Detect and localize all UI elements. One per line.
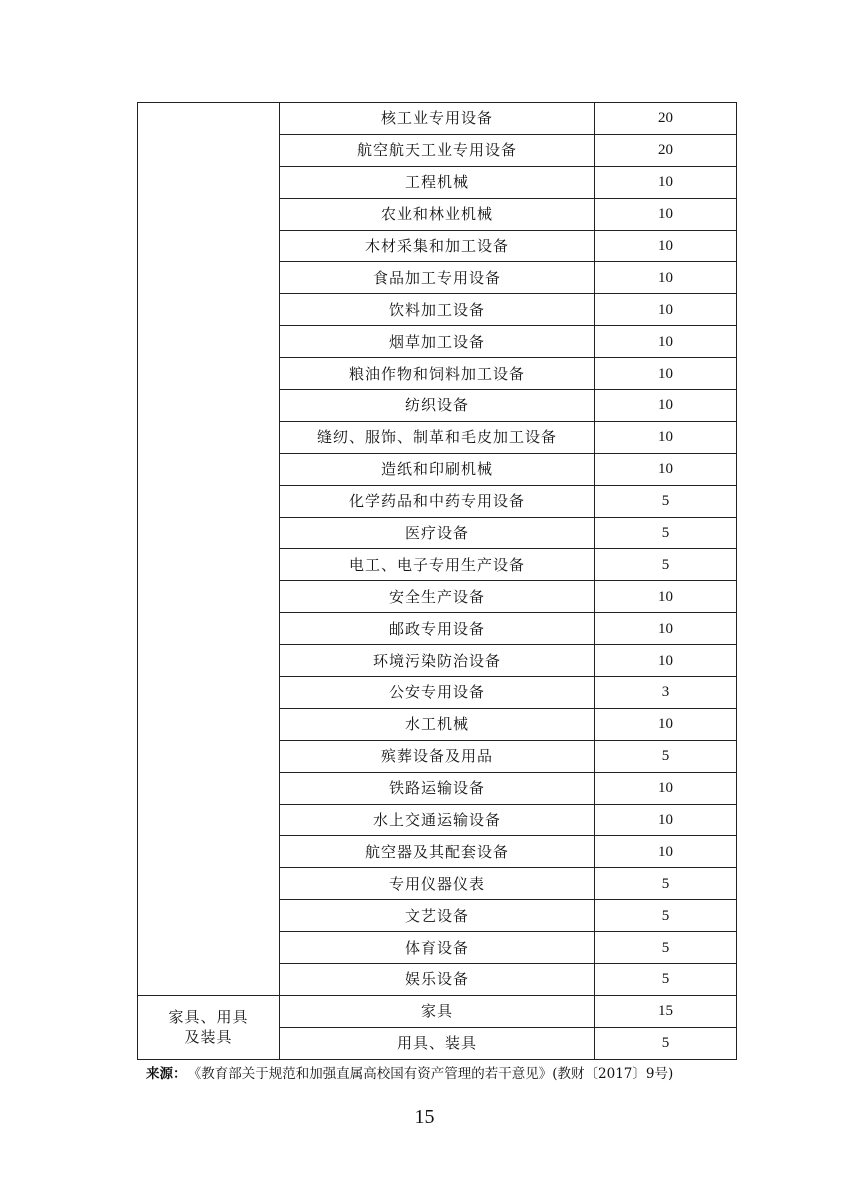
asset-name-cell: 工程机械 [280,166,595,198]
useful-life-cell: 10 [595,772,737,804]
useful-life-cell: 5 [595,868,737,900]
asset-name-cell: 水上交通运输设备 [280,804,595,836]
asset-name-cell: 化学药品和中药专用设备 [280,485,595,517]
asset-name-cell: 用具、装具 [280,1027,595,1059]
useful-life-cell: 20 [595,103,737,135]
asset-name-cell: 安全生产设备 [280,581,595,613]
asset-name-cell: 粮油作物和饲料加工设备 [280,358,595,390]
asset-name-cell: 核工业专用设备 [280,103,595,135]
source-note [146,1062,673,1082]
asset-name-cell: 专用仪器仪表 [280,868,595,900]
category-cell-furniture [138,995,280,1059]
asset-name-cell: 农业和林业机械 [280,198,595,230]
category-label-line1: 家具、用具 [168,1008,249,1027]
asset-name-cell: 缝纫、服饰、制革和毛皮加工设备 [280,421,595,453]
useful-life-cell: 10 [595,453,737,485]
useful-life-cell: 10 [595,804,737,836]
asset-name-cell: 铁路运输设备 [280,772,595,804]
useful-life-cell: 5 [595,1027,737,1059]
source-label: 来源： [146,1066,187,1082]
useful-life-cell: 10 [595,262,737,294]
useful-life-cell: 5 [595,549,737,581]
useful-life-cell: 10 [595,390,737,422]
asset-name-cell: 文艺设备 [280,900,595,932]
source-text: 《教育部关于规范和加强直属高校国有资产管理的若干意见》(教财〔2017〕9号) [194,1066,674,1082]
asset-name-cell: 娱乐设备 [280,964,595,996]
asset-name-cell: 公安专用设备 [280,677,595,709]
asset-name-cell: 饮料加工设备 [280,294,595,326]
asset-name-cell: 殡葬设备及用品 [280,740,595,772]
asset-name-cell: 电工、电子专用生产设备 [280,549,595,581]
useful-life-cell: 10 [595,294,737,326]
useful-life-cell: 5 [595,932,737,964]
useful-life-cell: 3 [595,677,737,709]
useful-life-cell: 10 [595,230,737,262]
asset-name-cell: 航空航天工业专用设备 [280,134,595,166]
asset-name-cell: 医疗设备 [280,517,595,549]
useful-life-cell: 10 [595,708,737,740]
asset-name-cell: 造纸和印刷机械 [280,453,595,485]
category-cell [138,103,280,996]
useful-life-cell: 5 [595,900,737,932]
category-label-line2: 及装具 [184,1028,233,1047]
asset-name-cell: 环境污染防治设备 [280,645,595,677]
useful-life-cell: 10 [595,581,737,613]
asset-name-cell: 水工机械 [280,708,595,740]
page-number: 15 [414,1106,435,1128]
useful-life-cell: 10 [595,421,737,453]
useful-life-cell: 10 [595,836,737,868]
useful-life-cell: 10 [595,645,737,677]
asset-name-cell: 烟草加工设备 [280,326,595,358]
depreciation-table [137,102,737,1060]
useful-life-cell: 20 [595,134,737,166]
useful-life-cell: 5 [595,964,737,996]
asset-name-cell: 纺织设备 [280,390,595,422]
useful-life-cell: 5 [595,740,737,772]
useful-life-cell: 5 [595,485,737,517]
asset-name-cell: 航空器及其配套设备 [280,836,595,868]
useful-life-cell: 15 [595,995,737,1027]
table-row [138,995,737,1027]
table-row [138,103,737,135]
asset-name-cell: 邮政专用设备 [280,613,595,645]
asset-name-cell: 体育设备 [280,932,595,964]
asset-name-cell: 家具 [280,995,595,1027]
asset-name-cell: 食品加工专用设备 [280,262,595,294]
useful-life-cell: 10 [595,326,737,358]
useful-life-cell: 10 [595,613,737,645]
useful-life-cell: 10 [595,358,737,390]
asset-name-cell: 木材采集和加工设备 [280,230,595,262]
useful-life-cell: 10 [595,198,737,230]
useful-life-cell: 10 [595,166,737,198]
useful-life-cell: 5 [595,517,737,549]
